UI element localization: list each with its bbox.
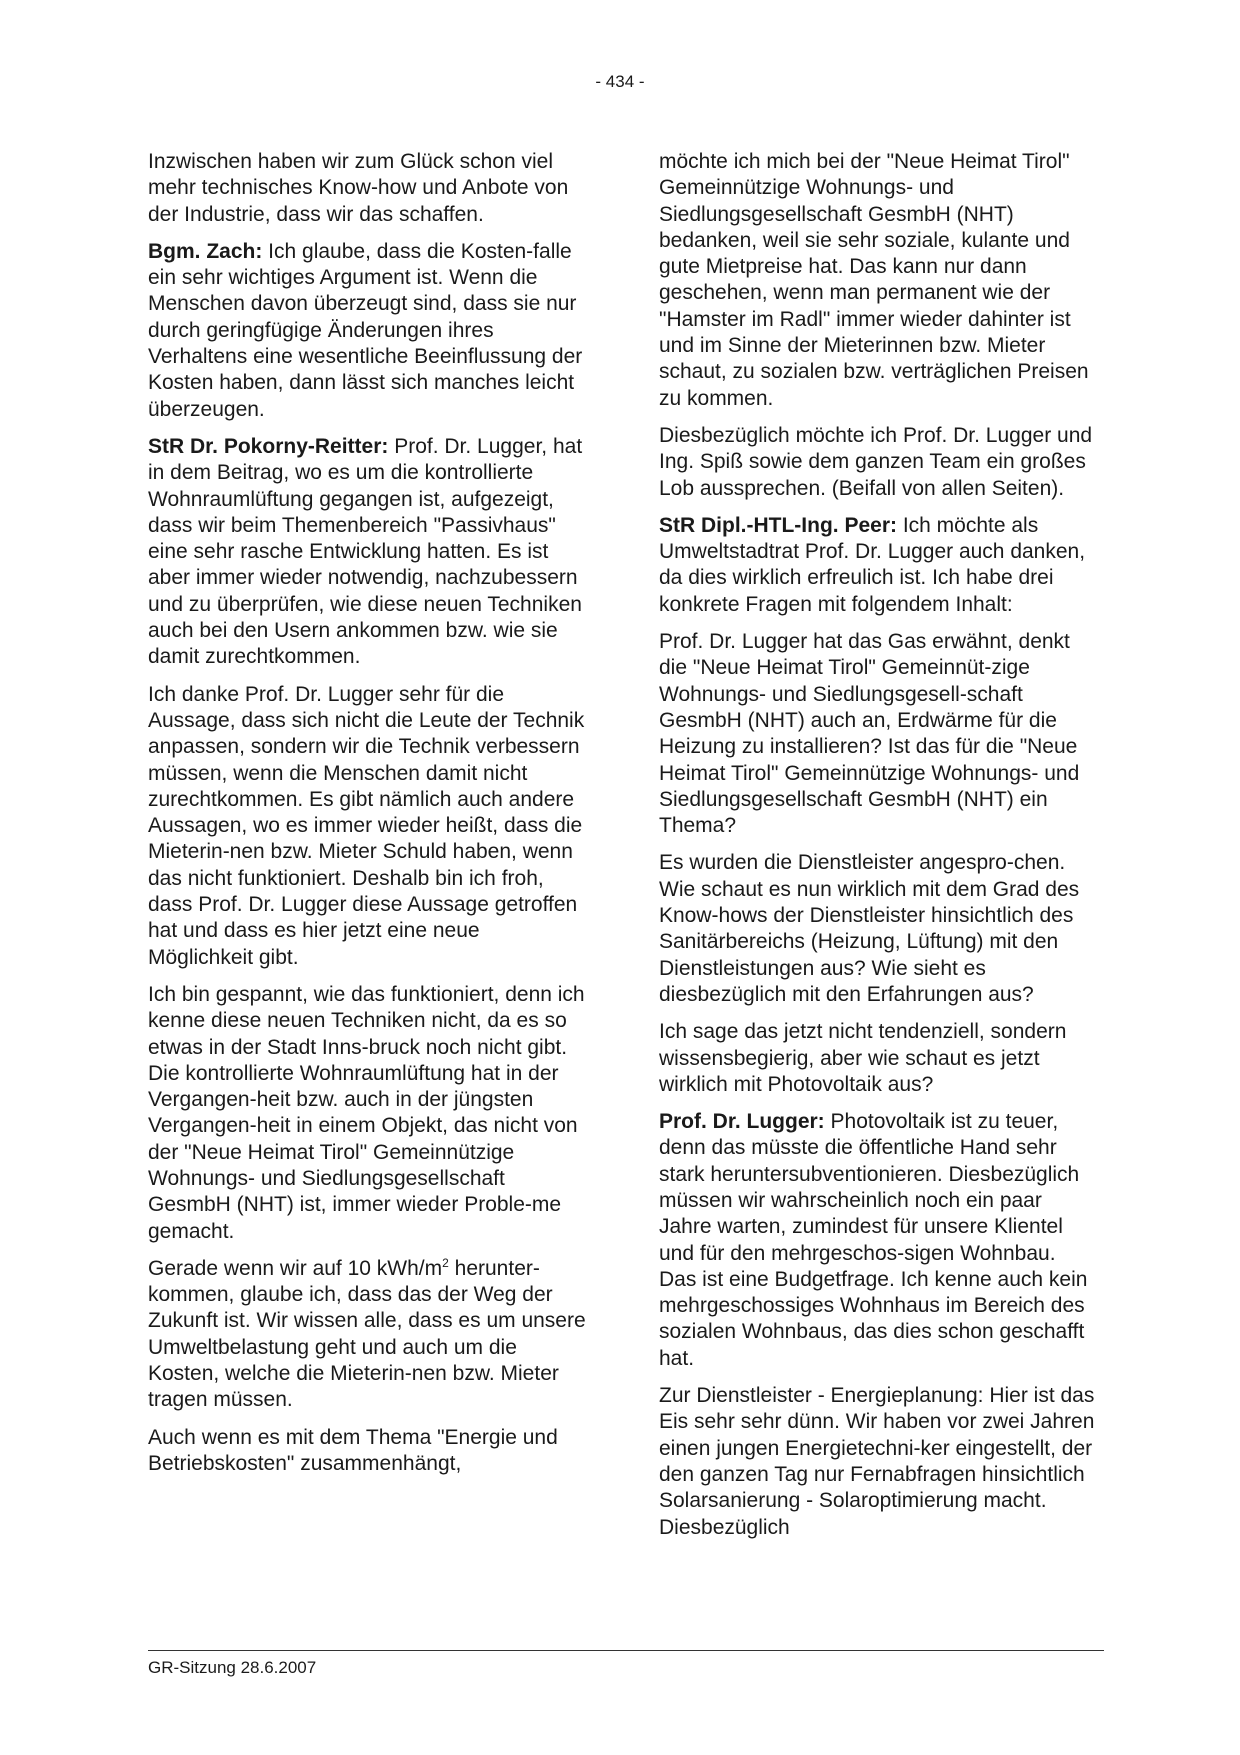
paragraph: Zur Dienstleister - Energieplanung: Hier ist das Eis sehr sehr dünn. Wir haben vor zwei Jahren einen jungen Energietechni-ker eingestellt, der den ganzen Tag nur Fernabfragen hinsichtlich Solarsanierung - Solaroptimierung macht. Diesbezüglich [659,1384,1095,1539]
page-number: - 434 - [595,72,645,91]
speaker-label: StR Dr. Pokorny-Reitter: [148,434,389,458]
left-column [148,149,586,1488]
paragraph: Auch wenn es mit dem Thema "Energie und Betriebskosten" zusammenhängt, [148,1425,558,1475]
paragraph: Ich danke Prof. Dr. Lugger sehr für die Aussage, dass sich nicht die Leute der Technik anpassen, sondern wir die Technik verbessern müssen, wenn die Menschen damit nicht zurechtkommen. Es gibt nämlich auch andere Aussagen, wo es immer wieder heißt, dass die Mieterin-nen bzw. Mieter Schuld haben, wenn das nicht funktioniert. Deshalb bin ich froh, dass Prof. Dr. Lugger diese Aussage getroffen hat und dass es hier jetzt eine neue Möglichkeit gibt. [148,682,585,969]
paragraph [659,513,1097,618]
paragraph-text: Gerade wenn wir auf 10 kWh/m [148,1256,443,1280]
paragraph: Ich sage das jetzt nicht tendenziell, sondern wissensbegierig, aber wie schaut es jetzt wirklich mit Photovoltaik aus? [659,1020,1067,1096]
paragraph [148,1256,586,1414]
speaker-label: StR Dipl.-HTL-Ing. Peer: [659,513,897,537]
paragraph: Prof. Dr. Lugger hat das Gas erwähnt, denkt die "Neue Heimat Tirol" Gemeinnüt-zige Wohnungs- und Siedlungsgesell-schaft GesmbH (NHT) auch an, Erdwärme für die Heizung zu installieren? Ist das für die "Neue Heimat Tirol" Gemeinnützige Wohnungs- und Siedlungsgesellschaft GesmbH (NHT) ein Thema? [659,630,1080,838]
paragraph: Es wurden die Dienstleister angespro-chen. Wie schaut es nun wirklich mit dem Grad des Know-hows der Dienstleister hinsichtlich des Sanitärbereichs (Heizung, Lüftung) mit den Dienstleistungen aus? Wie sieht es diesbezüglich mit den Erfahrungen aus? [659,851,1080,1006]
speaker-label: Prof. Dr. Lugger: [659,1110,825,1134]
paragraph [148,434,586,671]
right-column [659,149,1097,1552]
footer-divider [148,1650,1104,1651]
paragraph-text: Photovoltaik ist zu teuer, denn das müsste die öffentliche Hand sehr stark heruntersubventionieren. Diesbezüglich müssen wir wahrscheinlich noch ein paar Jahre warten, zumindest für unsere Klientel und für den mehrgeschos-sigen Wohnbau. Das ist eine Budgetfrage. Ich kenne auch kein mehrgeschossiges Wohnhaus im Bereich des sozialen Wohnbaus, das dies schon geschafft hat. [659,1110,1088,1370]
paragraph [659,1109,1097,1372]
paragraph: Inzwischen haben wir zum Glück schon viel mehr technisches Know-how und Anbote von der Industrie, dass wir das schaffen. [148,150,569,226]
paragraph-text: Prof. Dr. Lugger, hat in dem Beitrag, wo es um die kontrollierte Wohnraumlüftung gegangen ist, aufgezeigt, dass wir beim Themenbereich "Passivhaus" eine sehr rasche Entwicklung hatten. Es ist aber immer wieder notwendig, nachzubessern und zu überprüfen, wie diese neuen Techniken auch bei den Usern ankommen bzw. wie sie damit zurechtkommen. [148,434,583,669]
footer-text: GR-Sitzung 28.6.2007 [148,1658,317,1677]
superscript: 2 [442,1255,449,1270]
paragraph-text: herunter-kommen, glaube ich, dass das der Weg der Zukunft ist. Wir wissen alle, dass es um unsere Umweltbelastung geht und auch um die Kosten, welche die Mieterin-nen bzw. Mieter tragen müssen. [148,1256,586,1412]
paragraph: Diesbezüglich möchte ich Prof. Dr. Lugger und Ing. Spiß sowie dem ganzen Team ein großes Lob aussprechen. (Beifall von allen Seiten). [659,423,1093,500]
paragraph-text: Ich glaube, dass die Kosten-falle ein sehr wichtiges Argument ist. Wenn die Menschen davon überzeugt sind, dass sie nur durch geringfügige Änderungen ihres Verhaltens eine wesentliche Beeinflussung der Kosten haben, dann lässt sich manches leicht überzeugen. [148,239,583,421]
paragraph-text: Ich möchte als Umweltstadtrat Prof. Dr. Lugger auch danken, da dies wirklich erfreulich ist. Ich habe drei konkrete Fragen mit folgendem Inhalt: [659,513,1086,616]
paragraph: Ich bin gespannt, wie das funktioniert, denn ich kenne diese neuen Techniken nicht, da es so etwas in der Stadt Inns-bruck noch nicht gibt. Die kontrollierte Wohnraumlüftung hat in der Vergangen-heit bzw. auch in der jüngsten Vergangen-heit in einem Objekt, das nicht von der "Neue Heimat Tirol" Gemeinnützige Wohnungs- und Siedlungsgesellschaft GesmbH (NHT) ist, immer wieder Proble-me gemacht. [148,982,585,1243]
paragraph: möchte ich mich bei der "Neue Heimat Tirol" Gemeinnützige Wohnungs- und Siedlungsgesellschaft GesmbH (NHT) bedanken, weil sie sehr soziale, kulante und gute Mietpreise hat. Das kann nur dann geschehen, wenn man permanent wie der "Hamster im Radl" immer wieder dahinter ist und im Sinne der Mieterinnen bzw. Mieter schaut, zu sozialen bzw. verträglichen Preisen zu kommen. [659,150,1089,410]
speaker-label: Bgm. Zach: [148,239,263,263]
paragraph [148,239,586,423]
